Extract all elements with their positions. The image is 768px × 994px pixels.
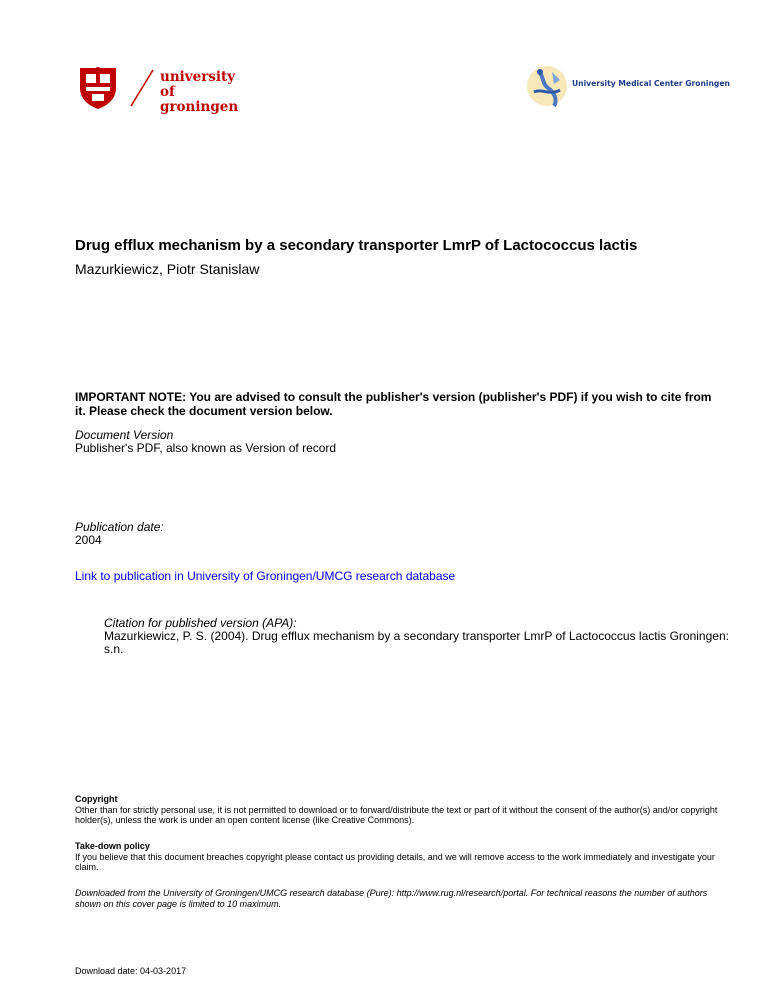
citation-value: Mazurkiewicz, P. S. (2004). Drug efflux mechanism by a secondary transporter LmrP of Lactococcus lactis Groningen: s.n. <box>104 629 729 656</box>
publication-date-label: Publication date: <box>75 520 164 534</box>
publication-date-section <box>75 521 164 547</box>
takedown-heading: Take-down policy <box>75 841 150 851</box>
document-version-section <box>75 429 336 455</box>
publication-link[interactable]: Link to publication in University of Groningen/UMCG research database <box>75 569 456 583</box>
document-version-label: Document Version <box>75 428 174 442</box>
copyright-text: Other than for strictly personal use, it is not permitted to download or to forward/distribute the text or part of it without the consent of the author(s) and/or copyright holder(s), unless the work is under an open content license (like Creative Commons). <box>75 804 718 825</box>
document-title: Drug efflux mechanism by a secondary transporter LmrP of Lactococcus lactis <box>75 237 638 254</box>
copyright-section <box>75 794 730 826</box>
copyright-heading: Copyright <box>75 794 118 804</box>
rug-wordmark <box>160 70 238 115</box>
umcg-logo <box>524 62 730 110</box>
rug-wordmark-line1: university of <box>160 69 236 100</box>
takedown-text: If you believe that this document breaches copyright please contact us providing details, and we will remove access to the work immediately and investigate your claim. <box>75 851 715 872</box>
citation-label: Citation for published version (APA): <box>104 616 297 630</box>
takedown-section <box>75 841 730 873</box>
rug-crest-icon <box>76 64 120 110</box>
logo-divider-icon <box>129 69 155 107</box>
rug-logo <box>76 64 239 115</box>
rug-wordmark-line2: groningen <box>160 99 239 115</box>
publication-date-value: 2004 <box>75 533 102 547</box>
umcg-name: University Medical Center Groningen <box>572 79 730 88</box>
downloaded-note: Downloaded from the University of Groningen/UMCG research database (Pure): http://www.rug.nl/research/portal. For technical reasons the number of authors shown on this cover page is limited to 10 maximum. <box>75 888 708 909</box>
important-note: IMPORTANT NOTE: You are advised to consult the publisher's version (publisher's PDF) if you wish to cite from it. Please check the document version below. <box>75 390 712 418</box>
umcg-emblem-icon <box>524 62 570 110</box>
citation-section <box>104 617 729 656</box>
download-date: Download date: 04-03-2017 <box>75 966 187 976</box>
document-author: Mazurkiewicz, Piotr Stanislaw <box>75 261 260 277</box>
document-version-value: Publisher's PDF, also known as Version of record <box>75 441 337 455</box>
